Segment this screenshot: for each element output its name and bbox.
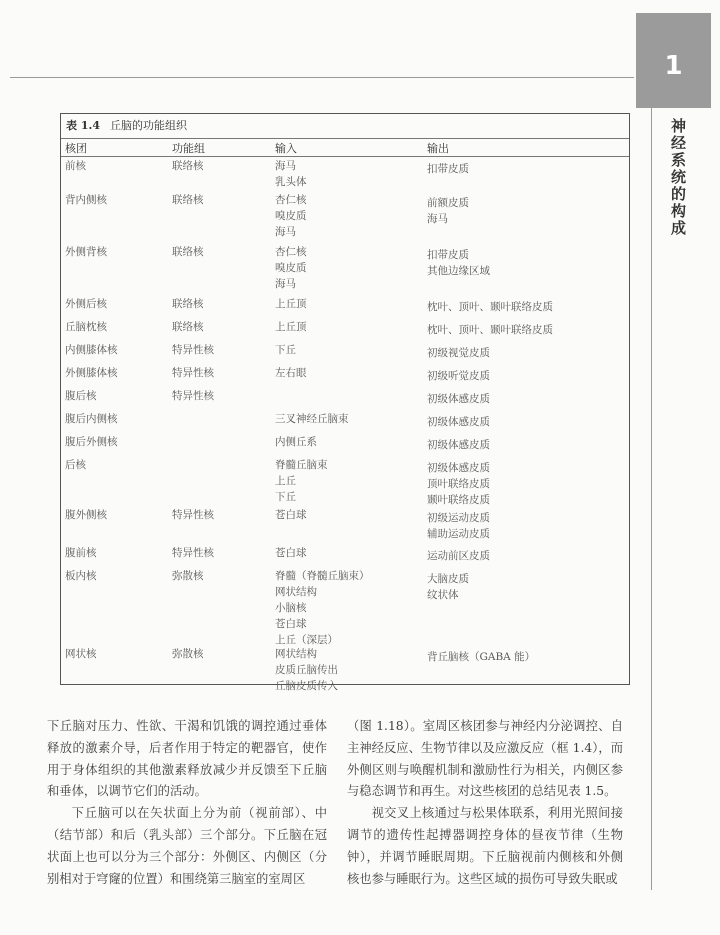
cell-group <box>172 244 204 260</box>
nucleus-name: 丘脑枕核 <box>65 321 107 333</box>
cell-outputs <box>427 247 490 279</box>
cell-group <box>172 296 204 312</box>
input-item: 苍白球 <box>275 509 307 521</box>
cell-inputs <box>275 507 307 523</box>
group-name: 联络核 <box>172 298 204 310</box>
output-item: 枕叶、顶叶、颞叶联络皮质 <box>427 324 553 336</box>
cell-group <box>172 545 214 561</box>
input-item: 小脑核 <box>275 602 307 614</box>
table-caption <box>61 114 629 139</box>
nucleus-name: 外侧膝体核 <box>65 367 118 379</box>
chapter-number: 1 <box>664 51 683 81</box>
cell-inputs <box>275 192 307 240</box>
cell-inputs <box>275 342 296 358</box>
body-column-left <box>47 716 327 890</box>
header-group: 功能组 <box>172 142 205 155</box>
cell-nucleus <box>65 319 107 335</box>
group-name: 特异性核 <box>172 547 214 559</box>
group-name: 联络核 <box>172 160 204 172</box>
input-item: 嗅皮质 <box>275 210 307 222</box>
nucleus-name: 腹前核 <box>65 547 97 559</box>
input-item: 丘脑皮质传入 <box>275 680 338 692</box>
output-item: 初级视觉皮质 <box>427 347 490 359</box>
cell-nucleus <box>65 568 97 584</box>
output-item: 初级体感皮质 <box>427 439 490 451</box>
nucleus-name: 后核 <box>65 459 86 471</box>
nucleus-name: 网状核 <box>65 648 97 660</box>
cell-group <box>172 646 204 662</box>
table-header-row <box>61 138 629 157</box>
paragraph: 下丘脑可以在矢状面上分为前（视前部）、中（结节部）和后（乳头部）三个部分。下丘脑在冠状面上也可以分为三个部分：外侧区、内侧区（分别相对于穹窿的位置）和围绕第三脑室的室周区 <box>47 806 327 886</box>
nucleus-name: 背内侧核 <box>65 194 107 206</box>
cell-nucleus <box>65 296 107 312</box>
input-item: 皮质丘脑传出 <box>275 664 338 676</box>
cell-outputs <box>427 322 553 338</box>
group-name: 特异性核 <box>172 509 214 521</box>
input-item: 内侧丘系 <box>275 436 317 448</box>
nucleus-name: 板内核 <box>65 570 97 582</box>
group-name: 联络核 <box>172 321 204 333</box>
cell-group <box>172 507 214 523</box>
input-item: 海马 <box>275 160 296 172</box>
cell-inputs <box>275 545 307 561</box>
output-item: 扣带皮质 <box>427 249 469 261</box>
cell-outputs <box>427 391 490 407</box>
group-name: 特异性核 <box>172 390 214 402</box>
output-item: 初级体感皮质 <box>427 393 490 405</box>
output-item: 其他边缘区域 <box>427 265 490 277</box>
cell-group <box>172 158 204 174</box>
group-name: 特异性核 <box>172 367 214 379</box>
output-item: 大脑皮质 <box>427 573 469 585</box>
paragraph: 视交叉上核通过与松果体联系，利用光照间接调节的遗传性起搏器调控身体的昼夜节律（生物钟），并调节睡眠周期。下丘脑视前内侧核和外侧核也参与睡眠行为。这些区域的损伤可导致失眠或 <box>347 806 623 886</box>
nucleus-name: 腹后核 <box>65 390 97 402</box>
cell-outputs <box>427 195 469 227</box>
nucleus-name: 外侧背核 <box>65 246 107 258</box>
cell-nucleus <box>65 244 107 260</box>
input-item: 上丘顶 <box>275 321 307 333</box>
cell-nucleus <box>65 411 118 427</box>
cell-outputs <box>427 649 535 665</box>
header-rule <box>10 77 634 78</box>
cell-outputs <box>427 510 490 542</box>
cell-group <box>172 342 214 358</box>
side-rule <box>651 108 652 890</box>
output-item: 初级体感皮质 <box>427 462 490 474</box>
cell-group <box>172 319 204 335</box>
input-item: 脊髓（脊髓丘脑束） <box>275 570 370 582</box>
input-item: 杏仁核 <box>275 194 307 206</box>
input-item: 三叉神经丘脑束 <box>275 413 349 425</box>
output-item: 枕叶、顶叶、颞叶联络皮质 <box>427 301 553 313</box>
input-item: 上丘顶 <box>275 298 307 310</box>
chapter-title: 神经系统的构成 <box>669 118 687 237</box>
output-item: 初级听觉皮质 <box>427 370 490 382</box>
cell-nucleus <box>65 434 118 450</box>
output-item: 纹状体 <box>427 589 459 601</box>
input-item: 杏仁核 <box>275 246 307 258</box>
output-item: 背丘脑核（GABA 能） <box>427 651 536 663</box>
nucleus-name: 腹外侧核 <box>65 509 107 521</box>
cell-nucleus <box>65 158 86 174</box>
input-item: 网状结构 <box>275 648 317 660</box>
group-name: 弥散核 <box>172 570 204 582</box>
cell-group <box>172 388 214 404</box>
nucleus-name: 前核 <box>65 160 86 172</box>
cell-outputs <box>427 460 490 508</box>
paragraph: （图 1.18）。室周区核团参与神经内分泌调控、自主神经反应、生物节律以及应激反应（框 1.4），而外侧区则与唤醒机制和激励性行为相关，内侧区参与稳态调节和再生。对这些核团的总结见表 1.5。 <box>347 719 623 799</box>
cell-nucleus <box>65 646 97 662</box>
cell-outputs <box>427 299 553 315</box>
output-item: 辅助运动皮质 <box>427 528 490 540</box>
cell-group <box>172 365 214 381</box>
cell-inputs <box>275 434 317 450</box>
input-item: 海马 <box>275 226 296 238</box>
output-item: 初级运动皮质 <box>427 512 490 524</box>
output-item: 扣带皮质 <box>427 163 469 175</box>
cell-inputs <box>275 244 307 292</box>
group-name: 弥散核 <box>172 648 204 660</box>
cell-outputs <box>427 414 490 430</box>
cell-nucleus <box>65 365 118 381</box>
nucleus-name: 外侧后核 <box>65 298 107 310</box>
cell-inputs <box>275 411 349 427</box>
cell-outputs <box>427 161 469 177</box>
header-output: 输出 <box>427 142 449 155</box>
input-item: 脊髓丘脑束 <box>275 459 328 471</box>
output-item: 初级体感皮质 <box>427 416 490 428</box>
cell-inputs <box>275 158 307 190</box>
nucleus-name: 内侧膝体核 <box>65 344 118 356</box>
input-item: 苍白球 <box>275 547 307 559</box>
input-item: 上丘 <box>275 475 296 487</box>
input-item: 海马 <box>275 278 296 290</box>
table-number: 表 1.4 <box>66 119 100 132</box>
cell-outputs <box>427 437 490 453</box>
body-column-right <box>347 716 623 890</box>
cell-inputs <box>275 296 307 312</box>
cell-group <box>172 192 204 208</box>
cell-nucleus <box>65 457 86 473</box>
input-item: 嗅皮质 <box>275 262 307 274</box>
group-name: 特异性核 <box>172 344 214 356</box>
cell-nucleus <box>65 507 107 523</box>
header-input: 输入 <box>275 142 297 155</box>
output-item: 海马 <box>427 213 448 225</box>
input-item: 下丘 <box>275 491 296 503</box>
paragraph: 下丘脑对压力、性欲、干渴和饥饿的调控通过垂体释放的激素介导，后者作用于特定的靶器官，使作用于身体组织的其他激素释放减少并反馈至下丘脑和垂体，以调节它们的活动。 <box>47 719 327 799</box>
cell-nucleus <box>65 388 97 404</box>
header-nucleus: 核团 <box>65 142 87 155</box>
input-item: 网状结构 <box>275 586 317 598</box>
cell-outputs <box>427 571 469 603</box>
cell-inputs <box>275 646 338 694</box>
input-item: 乳头体 <box>275 176 307 188</box>
cell-outputs <box>427 345 490 361</box>
nucleus-name: 腹后外侧核 <box>65 436 118 448</box>
cell-outputs <box>427 368 490 384</box>
output-item: 前额皮质 <box>427 197 469 209</box>
cell-inputs <box>275 568 370 648</box>
input-item: 上丘（深层） <box>275 634 338 646</box>
output-item: 颞叶联络皮质 <box>427 494 490 506</box>
chapter-tab <box>636 13 711 108</box>
output-item: 运动前区皮质 <box>427 550 490 562</box>
nucleus-name: 腹后内侧核 <box>65 413 118 425</box>
input-item: 苍白球 <box>275 618 307 630</box>
input-item: 下丘 <box>275 344 296 356</box>
cell-inputs <box>275 457 328 505</box>
group-name: 联络核 <box>172 194 204 206</box>
cell-outputs <box>427 548 490 564</box>
cell-nucleus <box>65 342 118 358</box>
cell-nucleus <box>65 545 97 561</box>
cell-group <box>172 568 204 584</box>
input-item: 左右眼 <box>275 367 307 379</box>
group-name: 联络核 <box>172 246 204 258</box>
cell-inputs <box>275 319 307 335</box>
cell-inputs <box>275 365 307 381</box>
output-item: 顶叶联络皮质 <box>427 478 490 490</box>
cell-nucleus <box>65 192 107 208</box>
table-1-4 <box>60 113 630 692</box>
table-caption-text: 丘脑的功能组织 <box>109 119 187 132</box>
